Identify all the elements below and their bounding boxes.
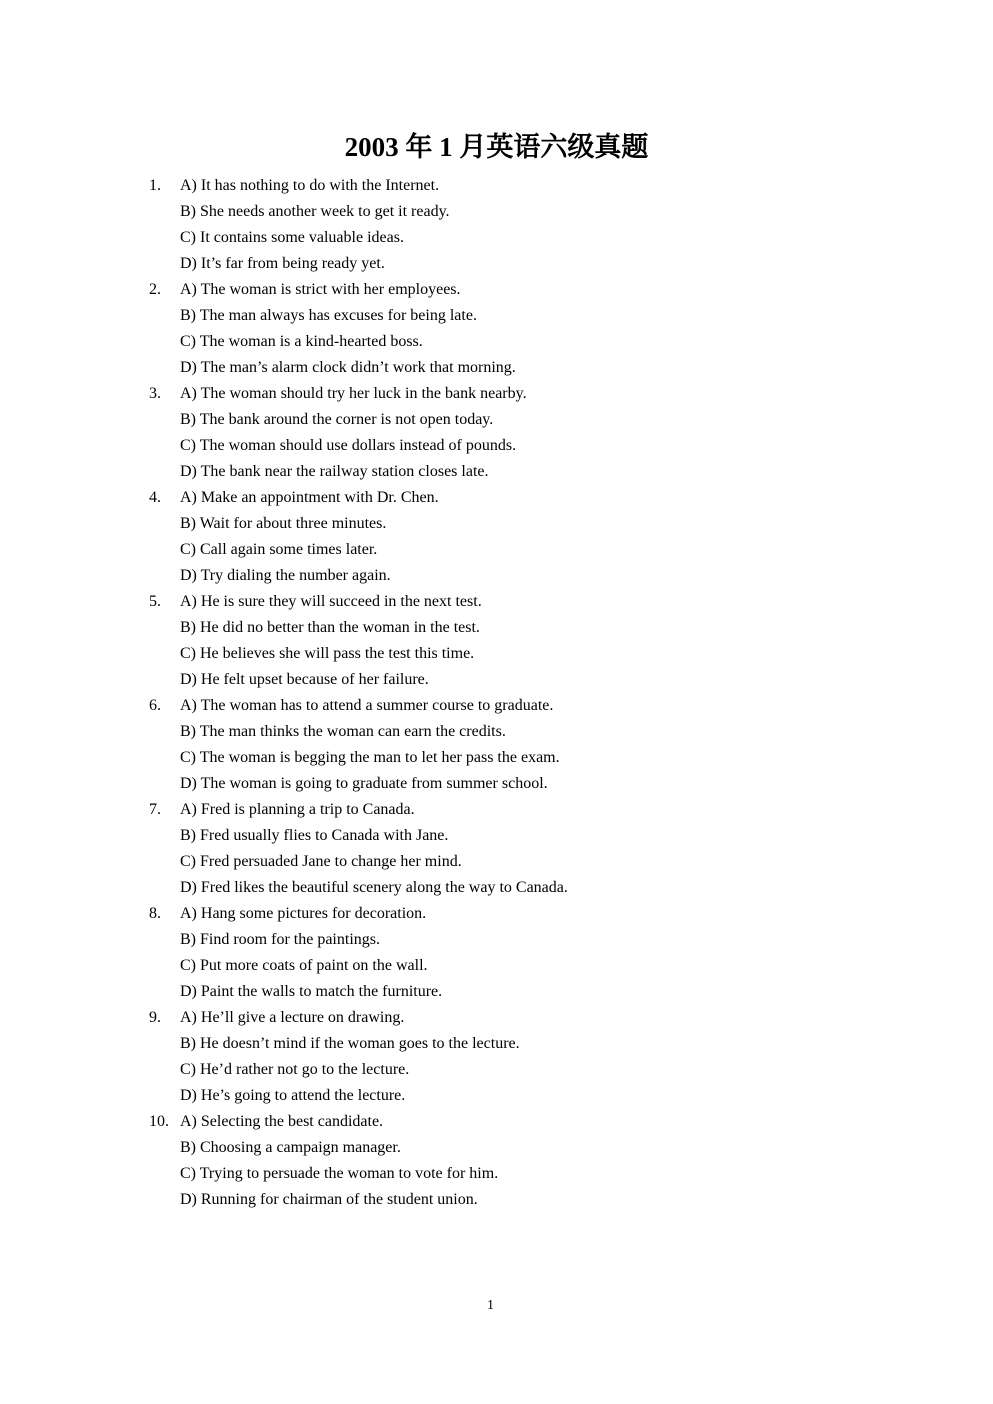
option-d: D) Try dialing the number again. — [180, 567, 391, 584]
question-1 — [149, 173, 849, 277]
option-a: A) He’ll give a lecture on drawing. — [180, 1009, 405, 1026]
question-number: 8. — [149, 905, 161, 922]
option-a: A) The woman has to attend a summer course to graduate. — [180, 697, 554, 714]
question-number: 1. — [149, 177, 161, 194]
option-c: C) The woman is begging the man to let her pass the exam. — [180, 749, 560, 766]
question-4 — [149, 485, 849, 589]
option-a: A) He is sure they will succeed in the next test. — [180, 593, 482, 610]
option-list — [180, 901, 849, 1005]
option-a: A) Make an appointment with Dr. Chen. — [180, 489, 439, 506]
option-d: D) He’s going to attend the lecture. — [180, 1087, 406, 1104]
option-c: C) The woman should use dollars instead of pounds. — [180, 437, 517, 454]
option-a: A) Fred is planning a trip to Canada. — [180, 801, 415, 818]
question-number: 2. — [149, 281, 161, 298]
option-b: B) He doesn’t mind if the woman goes to the lecture. — [180, 1035, 520, 1052]
option-d: D) He felt upset because of her failure. — [180, 671, 429, 688]
option-c: C) It contains some valuable ideas. — [180, 229, 404, 246]
question-number: 5. — [149, 593, 161, 610]
option-b: B) The man always has excuses for being late. — [180, 307, 477, 324]
option-a: A) Selecting the best candidate. — [180, 1113, 384, 1130]
option-c: C) Trying to persuade the woman to vote for him. — [180, 1165, 499, 1182]
option-d: D) It’s far from being ready yet. — [180, 255, 385, 272]
option-list — [180, 485, 849, 589]
option-b: B) The bank around the corner is not open today. — [180, 411, 494, 428]
question-7 — [149, 797, 849, 901]
question-list — [149, 173, 849, 1213]
option-b: B) Fred usually flies to Canada with Jane. — [180, 827, 449, 844]
question-10 — [149, 1109, 849, 1213]
question-3 — [149, 381, 849, 485]
question-number: 10. — [149, 1113, 169, 1130]
option-a: A) The woman should try her luck in the bank nearby. — [180, 385, 527, 402]
option-c: C) He’d rather not go to the lecture. — [180, 1061, 410, 1078]
option-list — [180, 173, 849, 277]
option-b: B) Find room for the paintings. — [180, 931, 380, 948]
question-2 — [149, 277, 849, 381]
option-a: A) The woman is strict with her employees. — [180, 281, 461, 298]
option-b: B) Choosing a campaign manager. — [180, 1139, 401, 1156]
question-5 — [149, 589, 849, 693]
question-8 — [149, 901, 849, 1005]
question-number: 3. — [149, 385, 161, 402]
option-b: B) She needs another week to get it ready. — [180, 203, 450, 220]
question-number: 6. — [149, 697, 161, 714]
option-c: C) He believes she will pass the test this time. — [180, 645, 475, 662]
option-c: C) Call again some times later. — [180, 541, 378, 558]
option-d: D) The bank near the railway station closes late. — [180, 463, 489, 480]
question-9 — [149, 1005, 849, 1109]
question-6 — [149, 693, 849, 797]
option-list — [180, 693, 849, 797]
question-number: 4. — [149, 489, 161, 506]
option-list — [180, 589, 849, 693]
option-list — [180, 277, 849, 381]
option-d: D) Running for chairman of the student union. — [180, 1191, 478, 1208]
option-a: A) Hang some pictures for decoration. — [180, 905, 427, 922]
option-list — [180, 1005, 849, 1109]
option-b: B) He did no better than the woman in the test. — [180, 619, 480, 636]
page-number: 1 — [487, 1298, 494, 1313]
option-c: C) Put more coats of paint on the wall. — [180, 957, 428, 974]
option-list — [180, 1109, 849, 1213]
option-d: D) Fred likes the beautiful scenery along the way to Canada. — [180, 879, 568, 896]
option-d: D) The man’s alarm clock didn’t work that morning. — [180, 359, 516, 376]
page-title: 2003 年 1 月英语六级真题 — [344, 132, 649, 162]
option-list — [180, 381, 849, 485]
question-number: 9. — [149, 1009, 161, 1026]
option-d: D) Paint the walls to match the furniture. — [180, 983, 443, 1000]
question-number: 7. — [149, 801, 161, 818]
option-c: C) Fred persuaded Jane to change her mind. — [180, 853, 462, 870]
option-d: D) The woman is going to graduate from summer school. — [180, 775, 548, 792]
option-a: A) It has nothing to do with the Internet. — [180, 177, 440, 194]
option-list — [180, 797, 849, 901]
option-c: C) The woman is a kind-hearted boss. — [180, 333, 423, 350]
option-b: B) Wait for about three minutes. — [180, 515, 387, 532]
option-b: B) The man thinks the woman can earn the credits. — [180, 723, 506, 740]
